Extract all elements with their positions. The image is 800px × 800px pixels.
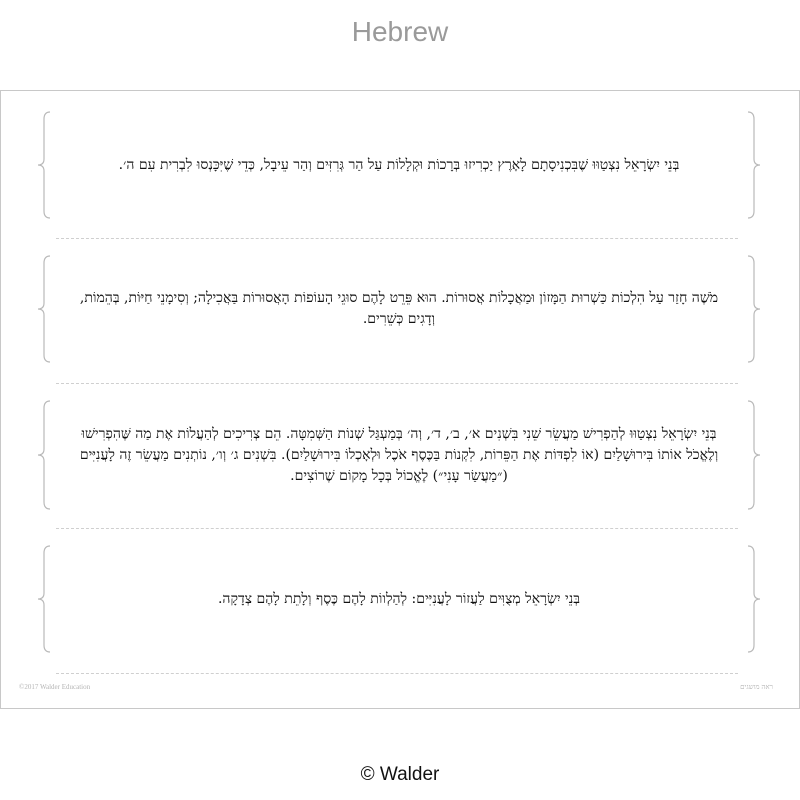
summary-card xyxy=(37,111,761,219)
left-brace xyxy=(37,255,51,363)
left-brace xyxy=(37,545,51,653)
divider xyxy=(56,673,738,674)
left-brace xyxy=(37,400,51,510)
credit-text: © Walder xyxy=(360,764,440,785)
right-brace xyxy=(747,255,761,363)
summary-card xyxy=(37,545,761,653)
summary-card xyxy=(37,400,761,510)
right-brace xyxy=(747,545,761,653)
right-brace xyxy=(747,111,761,219)
divider xyxy=(56,238,738,239)
worksheet-frame xyxy=(0,90,800,709)
right-brace xyxy=(747,400,761,510)
footer-note: ראה מושגים xyxy=(740,683,773,691)
copyright-footer: ©2017 Walder Education xyxy=(19,683,91,691)
card-text: בְּנֵי יִשְׂרָאֵל נִצְטַוּוּ לְהַפְרִישׁ מַעֲשֵׂר שֵׁנִי בִּשְׁנִים א׳, ב׳, ד׳, וְה׳ בְּמַעְגַּל שְׁנוֹת הַשְּׁמִטָּה. הֵם צְרִיכִים לְהַעֲלוֹת אֶת מַה שֶּׁהִפְרִישׁוּ וְלֶאֱכֹל אוֹתוֹ בִּירוּשָׁלַיִם (אוֹ לִפְדּוֹת אֶת הַפֵּרוֹת, לִקְנוֹת בַּכֶּסֶף אֹכֶל וּלְאָכְלוֹ בִּירוּשָׁלַיִם). בִּשְׁנִים ג׳ וְו׳, נוֹתְנִים מַעֲשֵׂר זֶה לָעֲנִיִּים (״מַעֲשַׂר עָנִי״) לֶאֱכוֹל בְּכָל מָקוֹם שֶׁרוֹצִים. xyxy=(79,425,719,484)
divider xyxy=(56,528,738,529)
divider xyxy=(56,383,738,384)
summary-card xyxy=(37,255,761,363)
card-text: בְּנֵי יִשְׂרָאֵל נִצְטַוּוּ שֶׁבִּכְנִיסָתָם לָאָרֶץ יַכְרִיזוּ בְּרָכוֹת וּקְלָלוֹת עַל הַר גְּרִזִּים וְהַר עֵיבָל, כְּדֵי שֶׁיִּכָּנְסוּ לִבְרִית עִם ה׳. xyxy=(118,156,680,173)
card-text: בְּנֵי יִשְׂרָאֵל מְצֻוִּים לַעֲזוֹר לָעֲנִיִּים: לְהַלְווֹת לָהֶם כֶּסֶף וְלָתֵת לָהֶם צְדָקָה. xyxy=(217,590,581,607)
page-title: Hebrew xyxy=(351,16,449,47)
card-text: מֹשֶׁה חָזַר עַל הִלְכוֹת כַּשְׁרוּת הַמָּזוֹן וּמַאֲכָלוֹת אֲסוּרוֹת. הוּא פֵּרֵט לָהֶם סוּגֵי הָעוֹפוֹת הָאֲסוּרוֹת בַּאֲכִילָה; וְסִימָנֵי חַיּוֹת, בְּהֵמוֹת, וְדָגִים כְּשֵׁרִים. xyxy=(79,290,719,327)
left-brace xyxy=(37,111,51,219)
